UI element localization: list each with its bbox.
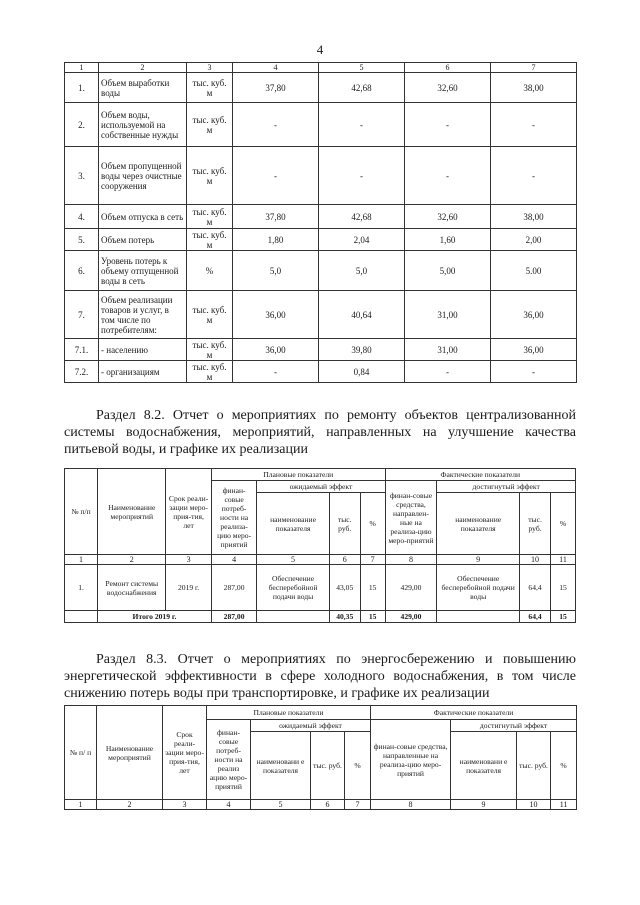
total-rub-fact: 64,4 xyxy=(520,611,551,623)
col-num: 11 xyxy=(551,555,576,565)
table-row xyxy=(65,229,577,251)
col-num: 2 xyxy=(97,800,163,810)
header-actual: Фактические показатели xyxy=(385,469,575,481)
col-num: 1 xyxy=(65,800,97,810)
header-term: Срок реали-зации меро-прия-тия, лет xyxy=(163,706,207,800)
col-num: 8 xyxy=(371,800,451,810)
header-ind-name: наименование показателя xyxy=(257,493,329,555)
header-ind-name: наименование показателя xyxy=(437,493,520,555)
value-cell: 36,00 xyxy=(491,291,577,339)
col-num: 11 xyxy=(551,800,577,810)
col-num: 10 xyxy=(517,800,551,810)
row-name: Объем отпуска в сеть xyxy=(99,205,187,229)
header-pct: % xyxy=(551,493,576,555)
value-cell: - xyxy=(491,361,577,383)
header-actual: Фактические показатели xyxy=(371,706,577,720)
header-rub: тыс. руб. xyxy=(517,732,551,800)
column-number-row xyxy=(65,800,577,810)
row-number: 1. xyxy=(65,565,98,611)
value-cell: 42,68 xyxy=(319,73,405,103)
expected-effect: Обеспечение бесперебойной подачи воды xyxy=(257,565,329,611)
value-cell: 2,04 xyxy=(319,229,405,251)
achieved-effect: Обеспечение бесперебойной подачи воды xyxy=(437,565,520,611)
header-term: Срок реали-зации меро-прия-тия, лет xyxy=(166,469,212,555)
total-pct-fact: 15 xyxy=(551,611,576,623)
row-name: Объем воды, используемой на собственные нужды xyxy=(99,103,187,147)
row-name: Объем выработки воды xyxy=(99,73,187,103)
page-number: 4 xyxy=(316,42,324,57)
header-rub: тыс. руб. xyxy=(329,493,360,555)
value-cell: - xyxy=(233,103,319,147)
header-expected: ожидаемый эффект xyxy=(257,481,385,493)
total-rub: 40,35 xyxy=(329,611,360,623)
row-number: 4. xyxy=(65,205,99,229)
value-cell: 1,80 xyxy=(233,229,319,251)
col-num: 4 xyxy=(233,63,319,73)
value-cell: - xyxy=(233,147,319,205)
repair-measures-table xyxy=(64,468,576,623)
total-pct: 15 xyxy=(360,611,385,623)
row-number: 6. xyxy=(65,251,99,291)
table-row xyxy=(65,147,577,205)
row-name: Объем реализации товаров и услуг, в том числе по потребителям: xyxy=(99,291,187,339)
col-num: 8 xyxy=(385,555,437,565)
header-pct: % xyxy=(345,732,371,800)
header-row xyxy=(65,469,576,481)
fin-plan-value: 287,00 xyxy=(211,565,257,611)
row-unit: тыс. куб. м xyxy=(187,73,233,103)
total-empty xyxy=(257,611,329,623)
value-cell: 37,80 xyxy=(233,205,319,229)
section-8-3-heading: Раздел 8.3. Отчет о мероприятиях по энергосбережению и повышению энергетической эффективности в сфере холодного водоснабжения, в том числе снижению потерь воды при транспортировке, и графике их реализации xyxy=(64,652,576,701)
header-pct: % xyxy=(551,732,577,800)
row-name: - населению xyxy=(99,339,187,361)
value-cell: 39,80 xyxy=(319,339,405,361)
value-cell: 5,0 xyxy=(233,251,319,291)
value-cell: - xyxy=(319,103,405,147)
value-cell: 2,00 xyxy=(491,229,577,251)
value-cell: - xyxy=(233,361,319,383)
value-cell: 40,64 xyxy=(319,291,405,339)
row-unit: тыс. куб. м xyxy=(187,291,233,339)
total-fin-fact: 429,00 xyxy=(385,611,437,623)
value-cell: 32,60 xyxy=(405,73,491,103)
expected-rub: 43,05 xyxy=(329,565,360,611)
col-num: 4 xyxy=(211,555,257,565)
row-name: Уровень потерь к объему отпущенной воды в сеть xyxy=(99,251,187,291)
row-unit: тыс. куб. м xyxy=(187,361,233,383)
col-num: 5 xyxy=(319,63,405,73)
row-number: 7.1. xyxy=(65,339,99,361)
col-num: 3 xyxy=(166,555,212,565)
value-cell: 38,00 xyxy=(491,73,577,103)
column-number-row xyxy=(65,63,577,73)
row-name: Объем потерь xyxy=(99,229,187,251)
value-cell: 0,84 xyxy=(319,361,405,383)
col-num: 9 xyxy=(451,800,517,810)
table-row xyxy=(65,205,577,229)
total-fin: 287,00 xyxy=(211,611,257,623)
column-number-row xyxy=(65,555,576,565)
header-fin-fact: финан-совые средства, направленные на реализа-цию меро-приятий xyxy=(371,720,451,800)
achieved-rub: 64,4 xyxy=(520,565,551,611)
col-num: 6 xyxy=(311,800,345,810)
col-num: 10 xyxy=(520,555,551,565)
table-row xyxy=(65,339,577,361)
total-empty xyxy=(65,611,98,623)
col-num: 3 xyxy=(187,63,233,73)
value-cell: 31,00 xyxy=(405,339,491,361)
col-num: 5 xyxy=(257,555,329,565)
row-unit: тыс. куб. м xyxy=(187,205,233,229)
value-cell: - xyxy=(405,147,491,205)
value-cell: - xyxy=(491,103,577,147)
col-num: 6 xyxy=(329,555,360,565)
value-cell: 5.00 xyxy=(491,251,577,291)
expected-pct: 15 xyxy=(360,565,385,611)
value-cell: - xyxy=(405,361,491,383)
col-num: 6 xyxy=(405,63,491,73)
header-rub: тыс. руб. xyxy=(520,493,551,555)
row-unit: % xyxy=(187,251,233,291)
table-row xyxy=(65,361,577,383)
value-cell: - xyxy=(405,103,491,147)
value-cell: 36,00 xyxy=(491,339,577,361)
row-name: - организациям xyxy=(99,361,187,383)
col-num: 1 xyxy=(65,555,98,565)
table-row xyxy=(65,73,577,103)
measure-name: Ремонт системы водоснабжения xyxy=(98,565,166,611)
value-cell: 36,00 xyxy=(233,339,319,361)
header-achieved: достигнутый эффект xyxy=(451,720,577,732)
header-fin-plan: финан-совые потреб-ности на реализ ацию меро-приятий xyxy=(207,720,251,800)
col-num: 2 xyxy=(98,555,166,565)
header-pct: % xyxy=(360,493,385,555)
row-unit: тыс. куб. м xyxy=(187,339,233,361)
value-cell: 1,60 xyxy=(405,229,491,251)
value-cell: 38,00 xyxy=(491,205,577,229)
row-number: 5. xyxy=(65,229,99,251)
header-num: № п/п xyxy=(65,469,98,555)
col-num: 7 xyxy=(360,555,385,565)
measure-term: 2019 г. xyxy=(166,565,212,611)
row-unit: тыс. куб. м xyxy=(187,147,233,205)
total-row xyxy=(65,611,576,623)
value-cell: 42,68 xyxy=(319,205,405,229)
col-num: 9 xyxy=(437,555,520,565)
header-row xyxy=(65,706,577,720)
header-ind-name: наименовани е показателя xyxy=(251,732,311,800)
achieved-pct: 15 xyxy=(551,565,576,611)
energy-saving-table xyxy=(64,705,577,810)
table-row xyxy=(65,103,577,147)
col-num: 1 xyxy=(65,63,99,73)
row-number: 3. xyxy=(65,147,99,205)
header-rub: тыс. руб. xyxy=(311,732,345,800)
header-expected: ожидаемый эффект xyxy=(251,720,371,732)
row-number: 7.2. xyxy=(65,361,99,383)
total-empty xyxy=(437,611,520,623)
header-fin-fact: финан-совые средства, направлен-ные на реализа-цию меро-приятий xyxy=(385,481,437,555)
table-row xyxy=(65,251,577,291)
value-cell: 37,80 xyxy=(233,73,319,103)
col-num: 5 xyxy=(251,800,311,810)
value-cell: 31,00 xyxy=(405,291,491,339)
header-name: Наименование мероприятий xyxy=(98,469,166,555)
table-row xyxy=(65,291,577,339)
header-planned: Плановые показатели xyxy=(211,469,385,481)
row-number: 1. xyxy=(65,73,99,103)
section-8-2-heading: Раздел 8.2. Отчет о мероприятиях по ремонту объектов централизованной системы водоснабжения, мероприятий, направленных на улучшение качества питьевой воды, и графике их реализации xyxy=(64,408,576,457)
value-cell: 32,60 xyxy=(405,205,491,229)
table-row xyxy=(65,565,576,611)
col-num: 7 xyxy=(491,63,577,73)
col-num: 7 xyxy=(345,800,371,810)
total-label: Итого 2019 г. xyxy=(98,611,212,623)
header-name: Наименование мероприятий xyxy=(97,706,163,800)
row-unit: тыс. куб. м xyxy=(187,103,233,147)
value-cell: - xyxy=(319,147,405,205)
row-unit: тыс. куб. м xyxy=(187,229,233,251)
col-num: 4 xyxy=(207,800,251,810)
indicators-table xyxy=(64,62,577,383)
header-achieved: достигнутый эффект xyxy=(437,481,576,493)
header-fin-plan: финан-совые потреб-ности на реализа-цию меро-приятий xyxy=(211,481,257,555)
row-number: 7. xyxy=(65,291,99,339)
value-cell: 5,0 xyxy=(319,251,405,291)
fin-fact-value: 429,00 xyxy=(385,565,437,611)
row-name: Объем пропущенной воды через очистные сооружения xyxy=(99,147,187,205)
col-num: 3 xyxy=(163,800,207,810)
col-num: 2 xyxy=(99,63,187,73)
header-num: № п/ п xyxy=(65,706,97,800)
header-ind-name: наименовани е показателя xyxy=(451,732,517,800)
row-number: 2. xyxy=(65,103,99,147)
value-cell: 5,00 xyxy=(405,251,491,291)
value-cell: - xyxy=(491,147,577,205)
value-cell: 36,00 xyxy=(233,291,319,339)
header-planned: Плановые показатели xyxy=(207,706,371,720)
